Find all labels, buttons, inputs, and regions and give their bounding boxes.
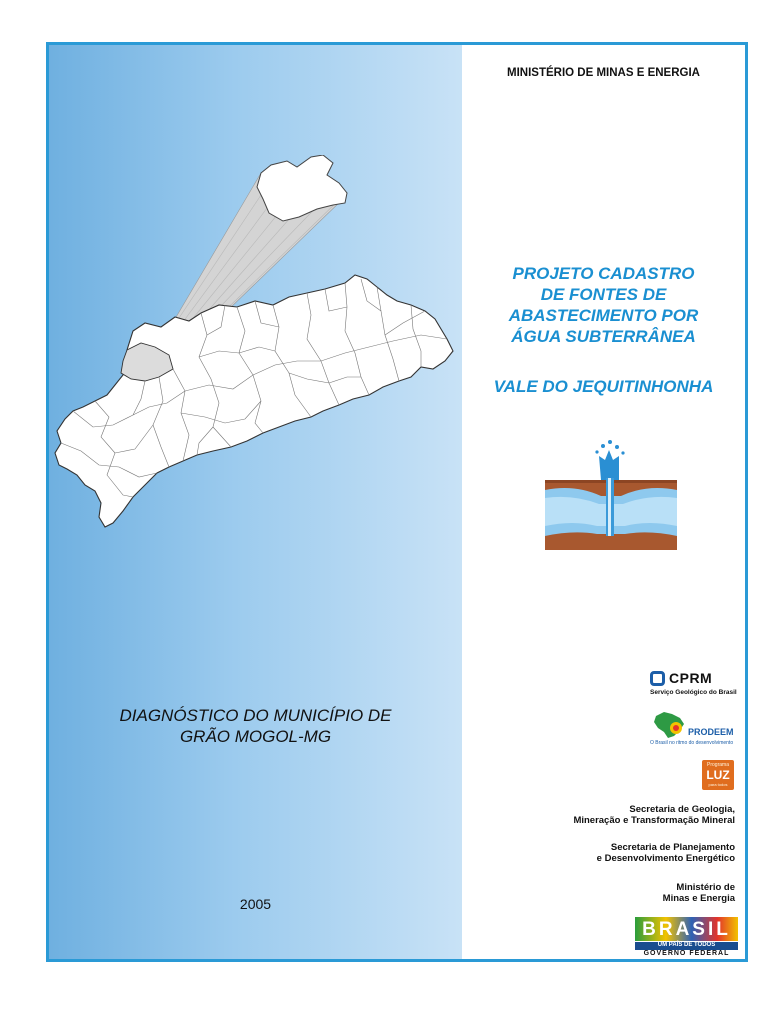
- secretariat-line: Ministério de: [676, 882, 735, 893]
- cprm-logo: [650, 670, 740, 702]
- groundwater-well-illustration: [545, 438, 677, 550]
- cprm-subtitle: Serviço Geológico do Brasil: [650, 689, 737, 696]
- ministry-header: MINISTÉRIO DE MINAS E ENERGIA: [507, 67, 700, 79]
- luz-subtitle: para todos: [708, 782, 728, 787]
- cover-frame: [46, 42, 748, 962]
- region-map-graphic: [49, 155, 462, 575]
- cprm-emblem-icon: [650, 671, 665, 686]
- project-title-line: ABASTECIMENTO POR: [508, 306, 699, 325]
- brasil-word: BRASIL: [642, 919, 731, 940]
- brazil-map-icon: [650, 710, 688, 740]
- cprm-name: CPRM: [669, 670, 713, 686]
- secretariat-geology: [465, 804, 735, 826]
- governo-federal-label: GOVERNO FEDERAL: [643, 950, 730, 957]
- luz-para-todos-logo: [702, 760, 734, 790]
- brasil-government-logo: [635, 917, 738, 957]
- prodeem-logo: [650, 710, 742, 750]
- left-panel: [49, 45, 462, 959]
- secretariat-line: Mineração e Transformação Mineral: [573, 815, 735, 826]
- document-title-line: DIAGNÓSTICO DO MUNICÍPIO DE: [119, 706, 392, 725]
- secretariat-line: e Desenvolvimento Energético: [596, 853, 735, 864]
- brasil-wordmark: [635, 917, 738, 941]
- project-title-line: ÁGUA SUBTERRÂNEA: [511, 327, 696, 346]
- luz-program-label: Programa: [707, 762, 729, 768]
- right-panel: [462, 45, 745, 959]
- brasil-motto-bar: [635, 942, 738, 950]
- region-name: VALE DO JEQUITINHONHA: [493, 377, 714, 396]
- secretariat-planning: [465, 842, 735, 864]
- ministry-mines-energy: [465, 882, 735, 904]
- brasil-motto: UM PAÍS DE TODOS: [657, 942, 716, 948]
- project-title: [462, 263, 745, 347]
- secretariat-line: Secretaria de Geologia,: [629, 804, 735, 815]
- document-title-line: GRÃO MOGOL-MG: [179, 727, 332, 746]
- project-title-line: DE FONTES DE: [540, 285, 667, 304]
- municipality-inset-map: [257, 155, 347, 221]
- document-title: [49, 705, 462, 747]
- publication-year: 2005: [239, 896, 272, 912]
- prodeem-name: PRODEEM: [688, 727, 734, 737]
- project-title-line: PROJETO CADASTRO: [512, 264, 695, 283]
- secretariat-line: Secretaria de Planejamento: [610, 842, 735, 853]
- secretariat-line: Minas e Energia: [662, 893, 735, 904]
- luz-name: LUZ: [706, 768, 730, 782]
- jequitinhonha-valley-map: [55, 275, 453, 527]
- prodeem-subtitle: O Brasil no ritmo do desenvolvimento: [650, 740, 734, 746]
